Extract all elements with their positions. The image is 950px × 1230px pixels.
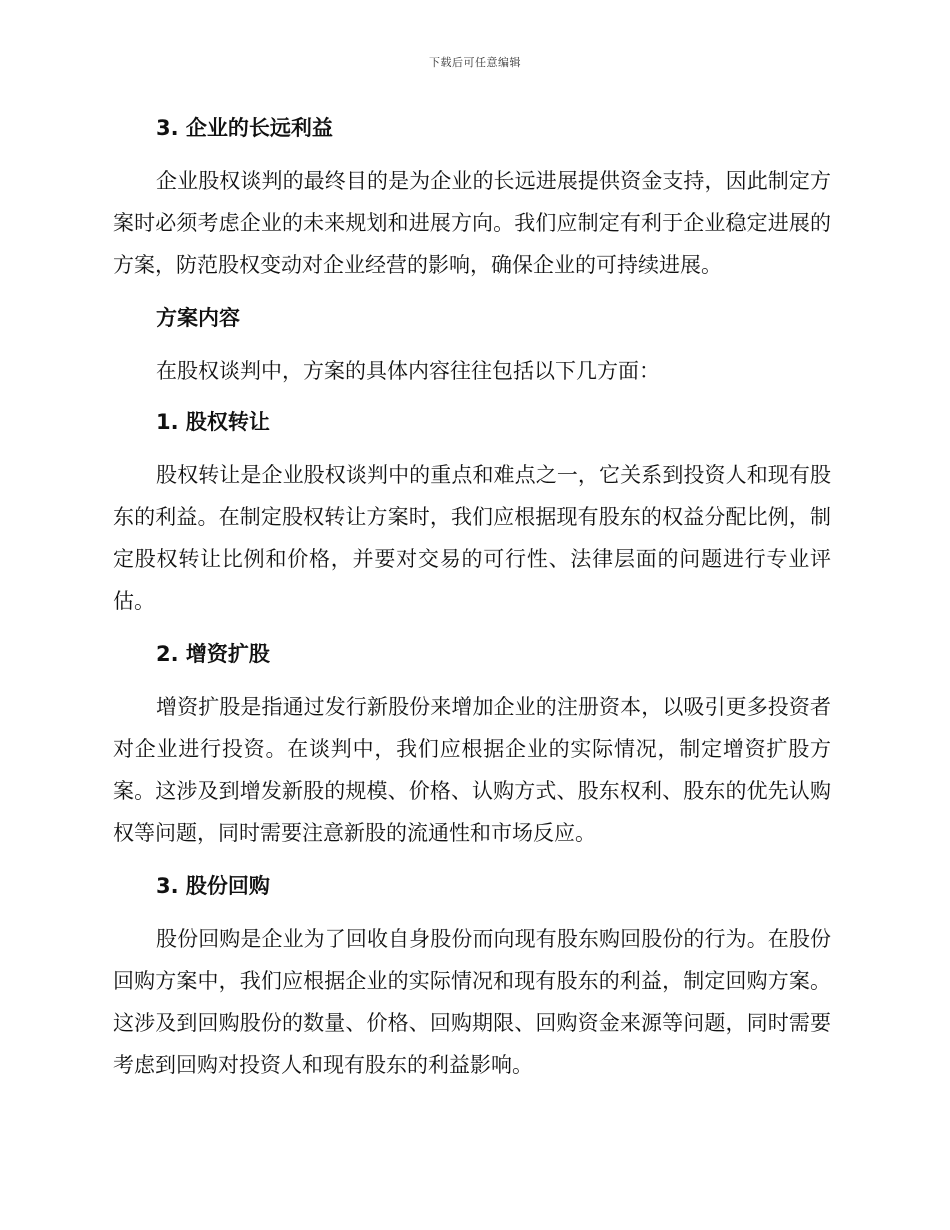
section-heading-capital-increase: 2. 增资扩股 [156, 642, 270, 666]
section-heading-share-buyback: 3. 股份回购 [156, 874, 270, 898]
page-header: 下载后可任意编辑 [429, 56, 521, 69]
section-heading-equity-transfer: 1. 股权转让 [156, 410, 270, 434]
section-paragraph-share-buyback: 股份回购是企业为了回收自身股份而向现有股东购回股份的行为。在股份回购方案中，我们应根据企业的实际情况和现有股东的利益，制定回购方案。这涉及到回购股份的数量、价格、回购期限、回购资金来源等问题，同时需要考虑到回购对投资人和现有股东的利益影响。 [113, 927, 831, 1077]
section-paragraph-equity-transfer: 股权转让是企业股权谈判中的重点和难点之一，它关系到投资人和现有股东的利益。在制定股权转让方案时，我们应根据现有股东的权益分配比例，制定股权转让比例和价格，并要对交易的可行性、法律层面的问题进行专业评估。 [113, 463, 831, 613]
section-paragraph-plan-content: 在股权谈判中，方案的具体内容往往包括以下几方面： [156, 359, 660, 383]
section-paragraph-long-term-interest: 企业股权谈判的最终目的是为企业的长远进展提供资金支持，因此制定方案时必须考虑企业的未来规划和进展方向。我们应制定有利于企业稳定进展的方案，防范股权变动对企业经营的影响，确保企业的可持续进展。 [113, 169, 831, 277]
section-paragraph-capital-increase: 增资扩股是指通过发行新股份来增加企业的注册资本，以吸引更多投资者对企业进行投资。在谈判中，我们应根据企业的实际情况，制定增资扩股方案。这涉及到增发新股的规模、价格、认购方式、股东权利、股东的优先认购权等问题，同时需要注意新股的流通性和市场反应。 [113, 695, 831, 845]
section-heading-long-term-interest: 3. 企业的长远利益 [156, 116, 333, 140]
section-heading-plan-content: 方案内容 [156, 306, 240, 330]
document-body [113, 108, 831, 1098]
